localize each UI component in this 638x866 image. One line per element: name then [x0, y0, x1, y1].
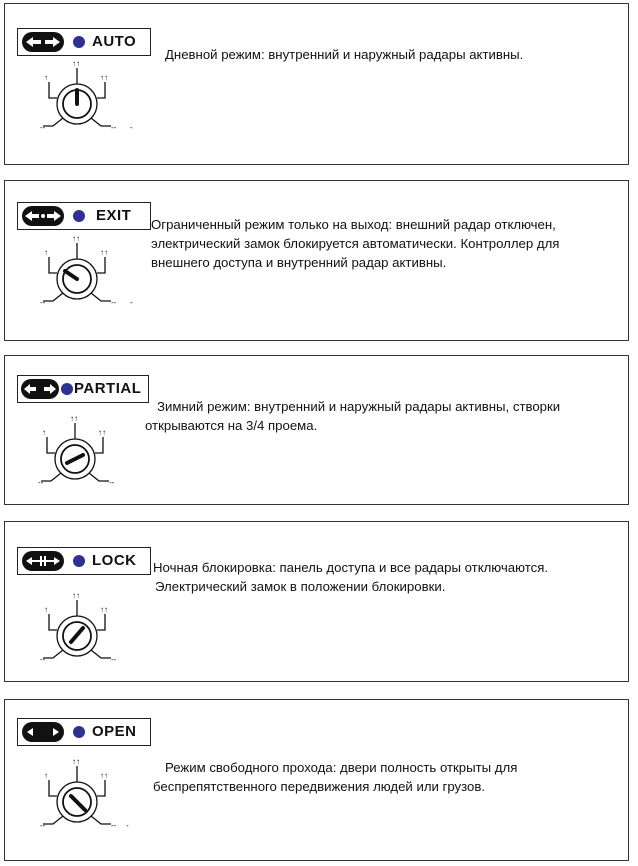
svg-text:--: --: [40, 655, 46, 664]
mode-label-partial: [17, 375, 149, 403]
mode-panel-exit: [4, 180, 629, 341]
svg-text:--: --: [111, 655, 117, 664]
mode-description-lock: Ночная блокировка: панель доступа и все радары отключаются. Электрический замок в положении блокировки.: [153, 560, 549, 594]
mode-description-auto: Дневной режим: внутренний и наружный радары активны.: [165, 47, 524, 62]
mode-label-lock: [17, 547, 151, 575]
selector-dial-lock-icon: [35, 592, 145, 672]
mode-name-lock: LOCK: [92, 552, 137, 569]
mode-panel-auto: [4, 3, 629, 165]
svg-text:↑: ↑: [44, 73, 48, 82]
svg-text:--: --: [40, 123, 46, 132]
svg-text:↑↑: ↑↑: [72, 235, 80, 243]
svg-text:↑: ↑: [44, 771, 48, 780]
indicator-dot: [73, 36, 85, 48]
svg-text:↑↑: ↑↑: [100, 73, 108, 82]
svg-text:↑↑: ↑↑: [72, 592, 80, 600]
selector-dial-open-icon: [35, 758, 145, 838]
mode-description-exit: Ограниченный режим только на выход: внешний радар отключен, электрический замок блокируется автоматически. Контроллер для внешнего доступа и внутренний радар активны.: [151, 217, 560, 270]
mode-panel-open: [4, 699, 629, 861]
mode-label-open: [17, 718, 151, 746]
door-exit-icon: [22, 206, 64, 226]
svg-text:↑: ↑: [42, 428, 46, 437]
mode-label-auto: [17, 28, 151, 56]
svg-text:↑↑: ↑↑: [72, 758, 80, 766]
svg-text:-: -: [130, 123, 133, 132]
selector-dial-partial-icon: [33, 415, 143, 495]
svg-text:--: --: [111, 123, 117, 132]
mode-description-open: Режим свободного прохода: двери полность открыты для беспрепятственного передвижения людей или грузов.: [153, 760, 518, 794]
svg-text:--: --: [109, 478, 115, 487]
svg-text:↑: ↑: [44, 248, 48, 257]
indicator-dot: [61, 383, 73, 395]
mode-label-exit: [17, 202, 151, 230]
svg-text:↑: ↑: [44, 605, 48, 614]
svg-text:-: -: [126, 821, 129, 830]
door-open-icon: [22, 722, 64, 742]
mode-name-exit: EXIT: [96, 207, 132, 224]
mode-panel-partial: [4, 355, 629, 505]
indicator-dot: [73, 726, 85, 738]
svg-text:↑↑: ↑↑: [100, 248, 108, 257]
svg-text:↑↑: ↑↑: [100, 605, 108, 614]
svg-text:--: --: [111, 821, 117, 830]
indicator-dot: [73, 555, 85, 567]
mode-name-partial: PARTIAL: [74, 380, 142, 397]
selector-dial-exit-icon: [35, 235, 145, 315]
svg-text:↑↑: ↑↑: [100, 771, 108, 780]
svg-text:↑↑: ↑↑: [72, 60, 80, 68]
door-partial-icon: [21, 379, 59, 399]
svg-text:--: --: [40, 298, 46, 307]
svg-text:↑↑: ↑↑: [70, 415, 78, 423]
svg-text:↑↑: ↑↑: [98, 428, 106, 437]
door-lock-icon: [22, 551, 64, 571]
selector-dial-auto-icon: [35, 60, 145, 140]
svg-text:--: --: [38, 478, 44, 487]
mode-panel-lock: [4, 521, 629, 682]
svg-text:--: --: [111, 298, 117, 307]
mode-name-auto: AUTO: [92, 33, 137, 50]
indicator-dot: [73, 210, 85, 222]
svg-text:--: --: [40, 821, 46, 830]
mode-name-open: OPEN: [92, 723, 137, 740]
mode-description-partial: Зимний режим: внутренний и наружный радары активны, створки открываются на 3/4 проема.: [145, 399, 561, 433]
door-auto-icon: [22, 32, 64, 52]
svg-text:-: -: [130, 298, 133, 307]
